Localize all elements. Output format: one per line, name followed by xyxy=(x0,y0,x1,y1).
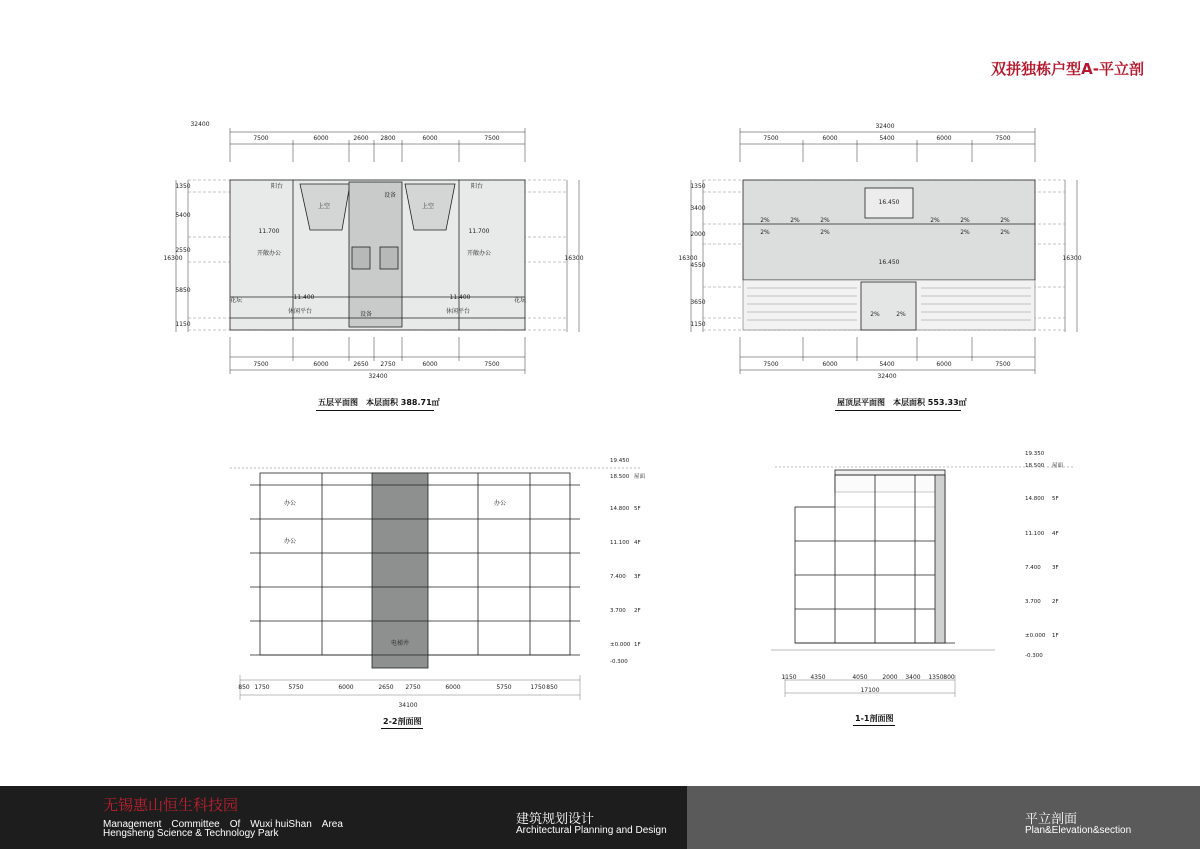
sec11-dim: 2000 xyxy=(882,674,898,681)
roof-bottom-dim: 5400 xyxy=(879,361,895,368)
sec11-total-dim: 17100 xyxy=(860,687,880,694)
roof-slope: 2% xyxy=(960,217,970,224)
plan5-elev-left: 11.700 xyxy=(258,228,280,235)
roof-left-dim: 3650 xyxy=(690,299,706,306)
sec22-dim: 850 xyxy=(546,684,558,691)
sec11-dim: 800 xyxy=(943,674,955,681)
sec11-level-value: 18.500 xyxy=(1025,463,1045,469)
roof-slope: 2% xyxy=(820,217,830,224)
sheet-title: 双拼独栋户型A-平立剖 xyxy=(991,60,1144,78)
plan5-bottom-dim: 2750 xyxy=(380,361,396,368)
plan5-bottom-dim: 7500 xyxy=(253,361,269,368)
plan5-flower-left: 花坛 xyxy=(229,297,243,304)
plan5-left-dim: 1150 xyxy=(175,321,191,328)
roof-caption: 屋顶层平面图 本层面积 553.33㎡ xyxy=(837,398,967,407)
roof-top-dim: 7500 xyxy=(763,135,779,142)
roof-slope: 2% xyxy=(870,311,880,318)
roof-slope: 2% xyxy=(930,217,940,224)
sec22-level-tag: 屋面 xyxy=(634,474,646,480)
roof-elev-2: 16.450 xyxy=(878,259,900,266)
sec22-level-tag: 5F xyxy=(634,506,641,512)
sec22-room-big: 办公 xyxy=(283,538,297,545)
roof-left-dim: 1150 xyxy=(690,321,706,328)
section-2-2 xyxy=(230,445,646,710)
roof-left-dim: 1350 xyxy=(690,183,706,190)
sec22-room: 办公 xyxy=(493,500,507,507)
sec22-level-tag: 4F xyxy=(634,540,641,546)
sec22-level-value: 18.500 xyxy=(610,474,630,480)
design-title-cn: 建筑规划设计 xyxy=(516,812,595,827)
plan5-total-dim: 32400 xyxy=(190,121,210,128)
sec11-level-value: 7.400 xyxy=(1025,565,1041,571)
plan5-caption: 五层平面图 本层面积 388.71㎡ xyxy=(318,398,440,407)
plan5-top-dim: 7500 xyxy=(484,135,500,142)
roof-slope: 2% xyxy=(820,229,830,236)
plan5-left-dim: 1350 xyxy=(175,183,191,190)
sec11-level-value: 3.700 xyxy=(1025,599,1041,605)
roof-slope: 2% xyxy=(896,311,906,318)
roof-bottom-dim: 7500 xyxy=(995,361,1011,368)
sec11-level-tag: 2F xyxy=(1052,599,1059,605)
roof-total-dim: 32400 xyxy=(875,123,895,130)
roof-left-dim: 2000 xyxy=(690,231,706,238)
sec22-dim: 1750 xyxy=(530,684,546,691)
plan5-top-dim: 7500 xyxy=(253,135,269,142)
footer-right-panel xyxy=(687,786,1200,849)
plan5-left-dim: 2550 xyxy=(175,247,191,254)
roof-slope: 2% xyxy=(1000,229,1010,236)
roof-slope: 2% xyxy=(760,229,770,236)
plan5-equip-bottom: 设备 xyxy=(359,311,373,318)
sec22-level-value: 7.400 xyxy=(610,574,626,580)
roof-left-dim: 3400 xyxy=(690,205,706,212)
sec11-level-value: ±0.000 xyxy=(1025,633,1046,639)
plan5-terrace-right: 休闲平台 xyxy=(445,308,471,315)
fifth-floor-plan xyxy=(163,121,585,382)
sec22-caption-underline xyxy=(381,728,423,729)
sec22-dim: 2650 xyxy=(378,684,394,691)
plan5-bottom-dim: 6000 xyxy=(313,361,329,368)
plan5-caption-underline xyxy=(316,410,434,411)
sec22-level-value: 11.100 xyxy=(610,540,630,546)
roof-top-dim: 6000 xyxy=(822,135,838,142)
sec22-level-value: 14.800 xyxy=(610,506,630,512)
park-name-en-1: Management Committee Of Wuxi huiShan Area xyxy=(103,819,343,830)
sec22-dim: 5750 xyxy=(496,684,512,691)
plan5-top-dim: 6000 xyxy=(422,135,438,142)
sec22-dim: 2750 xyxy=(405,684,421,691)
plan5-height-dim: 16300 xyxy=(163,255,183,262)
plan5-terrace-left: 休闲平台 xyxy=(287,308,313,315)
sec11-caption-underline xyxy=(853,725,895,726)
sec22-dim: 850 xyxy=(238,684,250,691)
sec11-dim: 4350 xyxy=(810,674,826,681)
roof-height-dim: 16300 xyxy=(678,255,698,262)
roof-left-dim: 4550 xyxy=(690,262,706,269)
roof-slope: 2% xyxy=(760,217,770,224)
roof-bottom-total: 32400 xyxy=(877,373,897,380)
plan5-terrace-elev-right: 11.400 xyxy=(449,294,471,301)
roof-top-dim: 5400 xyxy=(879,135,895,142)
roof-elev-1: 16.450 xyxy=(878,199,900,206)
roof-slope: 2% xyxy=(1000,217,1010,224)
sec22-level-tag: 3F xyxy=(634,574,641,580)
plan5-top-dim: 2600 xyxy=(353,135,369,142)
sec22-level-tag: 1F xyxy=(634,642,641,648)
sec22-level-value: -0.300 xyxy=(610,659,628,665)
design-title-en: Architectural Planning and Design xyxy=(516,825,667,836)
sec11-level-value: 19.350 xyxy=(1025,451,1045,457)
sec11-dim: 3400 xyxy=(905,674,921,681)
plan5-bottom-dim: 2650 xyxy=(353,361,369,368)
sec11-level-tag: 3F xyxy=(1052,565,1059,571)
plan5-void-left: 上空 xyxy=(317,203,331,210)
plan5-office-left: 开敞办公 xyxy=(256,250,282,257)
sec22-dim: 6000 xyxy=(445,684,461,691)
roof-bottom-dim: 6000 xyxy=(822,361,838,368)
plan5-equip-top: 设备 xyxy=(383,192,397,199)
sec22-level-value: 19.450 xyxy=(610,458,630,464)
roof-slope: 2% xyxy=(960,229,970,236)
park-name-cn: 无锡惠山恒生科技园 xyxy=(103,796,239,814)
park-name-en-2: Hengsheng Science & Technology Park xyxy=(103,828,279,839)
sec11-level-value: 11.100 xyxy=(1025,531,1045,537)
plan5-flower-right: 花坛 xyxy=(513,297,527,304)
sec22-level-value: ±0.000 xyxy=(610,642,631,648)
section-title-en: Plan&Elevation&section xyxy=(1025,825,1132,836)
roof-bottom-dim: 6000 xyxy=(936,361,952,368)
roof-top-dim: 7500 xyxy=(995,135,1011,142)
plan5-top-dim: 6000 xyxy=(313,135,329,142)
plan5-bottom-dim: 7500 xyxy=(484,361,500,368)
sec11-level-value: 14.800 xyxy=(1025,496,1045,502)
sec22-total-dim: 34100 xyxy=(398,702,418,709)
roof-bottom-dim: 7500 xyxy=(763,361,779,368)
sec11-caption: 1-1剖面图 xyxy=(855,714,894,723)
plan5-terrace-elev-left: 11.400 xyxy=(293,294,315,301)
sec11-level-tag: 1F xyxy=(1052,633,1059,639)
sec22-dim: 1750 xyxy=(254,684,270,691)
plan5-office-right: 开敞办公 xyxy=(466,250,492,257)
section-1-1 xyxy=(775,445,1075,710)
section-title-cn: 平立剖面 xyxy=(1025,812,1078,827)
roof-height-dim-right: 16300 xyxy=(1062,255,1082,262)
sec11-level-tag: 4F xyxy=(1052,531,1059,537)
sec11-dim: 1350 xyxy=(928,674,944,681)
sec22-dim: 6000 xyxy=(338,684,354,691)
sec22-caption: 2-2剖面图 xyxy=(383,717,422,726)
roof-plan xyxy=(678,122,1095,382)
plan5-height-dim-right: 16300 xyxy=(564,255,584,262)
plan5-bottom-total: 32400 xyxy=(368,373,388,380)
roof-caption-underline xyxy=(835,410,961,411)
sec11-dim: 1150 xyxy=(781,674,797,681)
plan5-balcony-right: 阳台 xyxy=(470,183,484,190)
sec22-lift: 电梯井 xyxy=(390,640,410,647)
plan5-balcony-left: 阳台 xyxy=(270,183,284,190)
roof-slope: 2% xyxy=(790,217,800,224)
sec11-level-tag: 5F xyxy=(1052,496,1059,502)
plan5-bottom-dim: 6000 xyxy=(422,361,438,368)
plan5-elev-right: 11.700 xyxy=(468,228,490,235)
sec11-level-tag: 屋面 xyxy=(1052,463,1064,469)
plan5-left-dim: 5850 xyxy=(175,287,191,294)
sec22-room: 办公 xyxy=(283,500,297,507)
sec22-level-tag: 2F xyxy=(634,608,641,614)
plan5-left-dim: 5400 xyxy=(175,212,191,219)
roof-top-dim: 6000 xyxy=(936,135,952,142)
sec22-dim: 5750 xyxy=(288,684,304,691)
sec11-level-value: -0.300 xyxy=(1025,653,1043,659)
sec22-level-value: 3.700 xyxy=(610,608,626,614)
plan5-void-right: 上空 xyxy=(421,203,435,210)
plan5-top-dim: 2800 xyxy=(380,135,396,142)
sec11-dim: 4050 xyxy=(852,674,868,681)
